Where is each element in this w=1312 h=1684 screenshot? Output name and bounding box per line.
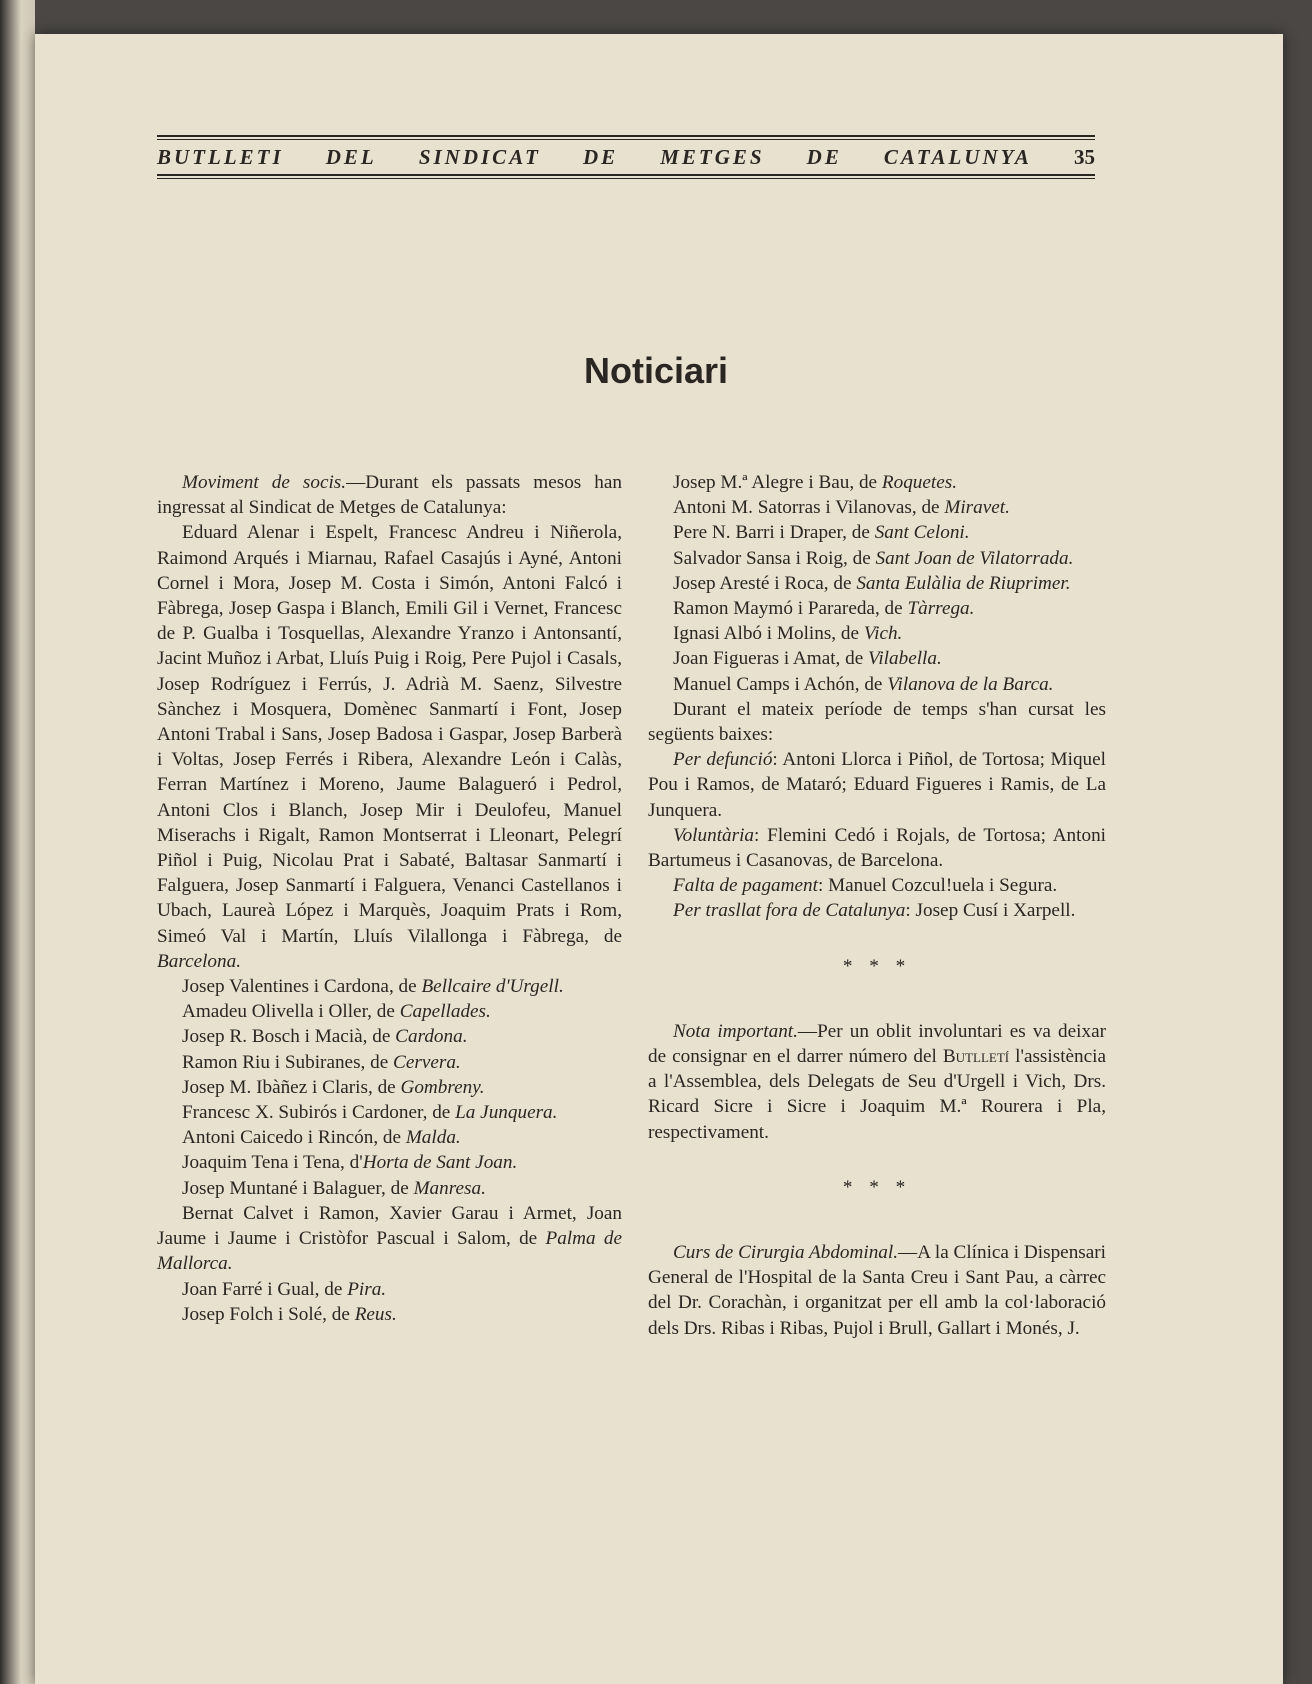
entry-lead: Per trasllat fora de Catalunya <box>673 900 906 922</box>
header-rule-top <box>157 135 1095 137</box>
entry-text: Durant el mateix període de temps s'han cursat les següents baixes: <box>648 698 1106 746</box>
entry-text: Joan Farré i Gual, de <box>182 1278 348 1300</box>
entry-text: : Josep Cusí i Xarpell. <box>905 900 1076 922</box>
entry-place: Sant Celoni. <box>874 522 970 544</box>
entry-paragraph <box>648 873 1106 898</box>
entry-place: Reus. <box>354 1303 397 1325</box>
entry-text: Josep Muntané i Balaguer, de <box>182 1177 414 1199</box>
section-title: Noticiari <box>583 350 729 391</box>
entry-text: Ignasi Albó i Molins, de <box>673 623 864 645</box>
entry-place: Barcelona. <box>157 950 242 972</box>
separator: * * * <box>842 1176 912 1198</box>
entry-paragraph <box>648 470 1106 495</box>
entry-place: Bellcaire d'Urgell. <box>421 976 564 998</box>
entry-place: Manresa. <box>413 1177 486 1199</box>
entry-text: : Antoni Llorca i Piñol, de Tortosa; Miquel Pou i Ramos, de Mataró; Eduard Figueres i Ramis, de La Junquera. <box>648 749 1106 821</box>
entry-text: Ramon Maymó i Parareda, de <box>673 598 908 620</box>
entry-text: Josep M.ª Alegre i Bau, de <box>673 472 882 493</box>
entry-text: Antoni Caicedo i Rincón, de <box>182 1127 406 1149</box>
entry-text: Bernat Calvet i Ramon, Xavier Garau i Armet, Joan Jaume i Jaume i Cristòfor Pascual i Salom, de <box>157 1202 622 1250</box>
entry-place: Cardona. <box>395 1026 468 1048</box>
right-column <box>648 470 1106 1341</box>
nota-lead: Nota important. <box>673 1020 798 1042</box>
entry-paragraph <box>157 999 622 1024</box>
entry-paragraph <box>648 672 1106 697</box>
entry-place: Miravet. <box>944 497 1010 519</box>
curs-paragraph <box>648 1240 1106 1341</box>
entry-place: La Junquera. <box>455 1102 558 1124</box>
entry-paragraph <box>648 621 1106 646</box>
entry-place: Vich. <box>863 623 903 645</box>
entry-paragraph <box>648 495 1106 520</box>
entry-place: Cervera. <box>393 1051 461 1073</box>
entry-place: Roquetes. <box>881 472 958 493</box>
entry-paragraph <box>157 1277 622 1302</box>
entry-text: Josep Folch i Solé, de <box>182 1303 355 1325</box>
entry-paragraph <box>157 1150 622 1175</box>
entry-place: Horta de Sant Joan. <box>362 1152 518 1174</box>
entry-paragraph <box>648 697 1106 747</box>
entry-text: Pere N. Barri i Draper, de <box>673 522 875 544</box>
entry-text: : Manuel Cozcul!uela i Segura. <box>817 875 1058 897</box>
running-header <box>157 135 1095 179</box>
entry-place: Pira. <box>347 1278 387 1300</box>
entry-text: Antoni M. Satorras i Vilanovas, de <box>673 497 945 519</box>
header-word: DE <box>806 144 842 169</box>
header-word: METGES <box>660 144 765 169</box>
nota-paragraph <box>648 1019 1106 1145</box>
header-word: SINDICAT <box>418 144 541 169</box>
entry-paragraph <box>648 898 1106 923</box>
entry-text: Joaquim Tena i Tena, d' <box>182 1152 363 1174</box>
entry-paragraph <box>157 1075 622 1100</box>
entry-text: Josep Valentines i Cardona, de <box>182 976 422 998</box>
entry-text: Salvador Sansa i Roig, de <box>673 547 876 569</box>
entry-paragraph <box>648 747 1106 823</box>
entry-paragraph <box>157 1176 622 1201</box>
entry-text: Josep M. Ibàñez i Claris, de <box>182 1076 401 1098</box>
page-number: 35 <box>1073 144 1095 169</box>
entry-place: Palma de Mallorca. <box>157 1228 622 1275</box>
entry-text: : Flemini Cedó i Rojals, de Tortosa; Antoni Bartumeus i Casanovas, de Barcelona. <box>648 824 1106 872</box>
nota-text-before: —Per un oblit involuntari es va deixar de consignar en el darrer número del <box>648 1020 1106 1068</box>
entry-paragraph <box>157 1050 622 1075</box>
entry-paragraph <box>157 520 622 974</box>
header-word: DE <box>582 144 619 169</box>
entry-paragraph <box>648 546 1106 571</box>
entry-place: Gombreny. <box>400 1076 485 1098</box>
nota-smallcaps: Butlletí <box>942 1046 1010 1068</box>
entry-place: Santa Eulàlia de Riuprimer. <box>856 572 1071 594</box>
entry-lead: Falta de pagament <box>673 875 818 897</box>
right-column-entries <box>648 470 1106 924</box>
left-column <box>157 470 622 1327</box>
entry-paragraph <box>157 1302 622 1327</box>
header-word: CATALUNYA <box>883 144 1032 169</box>
entry-paragraph <box>648 596 1106 621</box>
entry-place: Capellades. <box>399 1001 491 1023</box>
entry-paragraph <box>157 470 622 520</box>
separator: * * * <box>842 955 912 977</box>
entry-text: —Durant els passats mesos han ingressat al Sindicat de Metges de Catalunya: <box>157 472 622 519</box>
entry-lead: Moviment de socis. <box>182 472 347 493</box>
entry-text: Manuel Camps i Achón, de <box>673 673 888 695</box>
entry-text: Eduard Alenar i Espelt, Francesc Andreu i Niñerola, Raimond Arqués i Miarnau, Rafael Casajús i Ayné, Antoni Cornel i Mora, Josep M. Costa i Simón, Antoni Falcó i Fàbrega, Josep Gaspa i Blanch, Emili Gil i Vernet, Francesc de P. Gualba i Tosquellas, Alexandre Yranzo i Antonsantí, Jacint Muñoz i Arbat, Lluís Puig i Roig, Pere Pujol i Casals, Josep Rodríguez i Ferrús, J. Adrià M. Saenz, Silvestre Sànchez i Mosquera, Domènec Sanmartí i Font, Josep Antoni Trabal i Sans, Josep Badosa i Gaspar, Josep Barberà i Voltas, Josep Ferrés i Ribera, Alexandre León i Calàs, Ferran Martínez i Moreno, Jaume Balagueró i Pedrol, Antoni Clos i Blanch, Josep Mir i Deulofeu, Manuel Miserachs i Rigalt, Ramon Montserrat i Lleonart, Pelegrí Piñol i Puig, Nicolau Prat i Sabaté, Baltasar Sanmartí i Falguera, Josep Sanmartí i Falguera, Venanci Castellanos i Ubach, Laureà López i Marquès, Joaquim Prats i Rom, Simeó Val i Martín, Lluís Vilallonga i Fàbrega, de <box>157 522 622 947</box>
header-word: BUTLLETI <box>157 144 284 169</box>
page-edge <box>0 0 35 1684</box>
entry-paragraph <box>648 520 1106 545</box>
entry-paragraph <box>157 1024 622 1049</box>
entry-place: Sant Joan de Vilatorrada. <box>875 547 1074 569</box>
entry-place: Vilanova de la Barca. <box>887 673 1054 695</box>
header-rule-bottom-thin <box>157 178 1095 179</box>
entry-text: Ramon Riu i Subiranes, de <box>182 1051 394 1073</box>
entry-paragraph <box>648 646 1106 671</box>
entry-lead: Voluntària <box>673 824 755 846</box>
entry-text: Amadeu Olivella i Oller, de <box>182 1001 400 1023</box>
curs-text: —A la Clínica i Dispensari General de l'Hospital de la Santa Creu i Sant Pau, a càrrec del Dr. Corachàn, i organitzat per ell amb la col·laboració dels Drs. Ribas i Ribas, Pujol i Brull, Gallart i Monés, J. <box>648 1242 1106 1339</box>
entry-place: Vilabella. <box>868 648 942 670</box>
entry-lead: Per defunció <box>673 749 773 771</box>
entry-paragraph <box>157 1125 622 1150</box>
entry-paragraph <box>648 823 1106 873</box>
header-rule-bottom <box>157 174 1095 176</box>
entry-paragraph <box>648 571 1106 596</box>
entry-text: Joan Figueras i Amat, de <box>673 648 869 670</box>
entry-place: Malda. <box>405 1127 461 1149</box>
entry-paragraph <box>157 974 622 999</box>
nota-text-after: l'assistència a l'Assemblea, dels Delegats de Seu d'Urgell i Vich, Drs. Ricard Sicre i Sicre i Joaquim M.ª Rourera i Pla, respectivament. <box>648 1046 1107 1143</box>
curs-lead: Curs de Cirurgia Abdominal. <box>673 1242 899 1264</box>
entry-paragraph <box>157 1201 622 1277</box>
entry-text: Francesc X. Subirós i Cardoner, de <box>182 1102 456 1124</box>
entry-place: Tàrrega. <box>907 598 975 620</box>
entry-text: Josep R. Bosch i Macià, de <box>182 1026 396 1048</box>
entry-text: Josep Aresté i Roca, de <box>673 572 857 594</box>
header-word: DEL <box>325 144 377 169</box>
entry-paragraph <box>157 1100 622 1125</box>
header-title <box>157 140 1095 174</box>
